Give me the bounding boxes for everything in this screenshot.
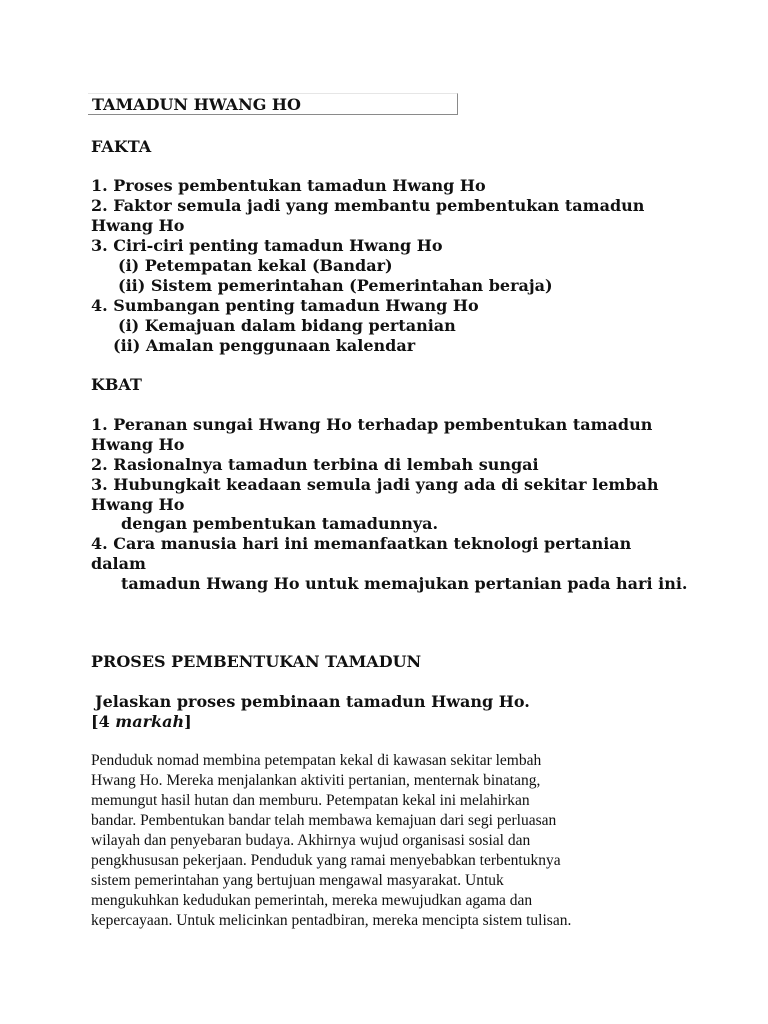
answer-line-8: mengukuhkan kedudukan pemerintah, mereka mewujudkan agama dan <box>91 892 533 909</box>
fakta-item-1: 1. Proses pembentukan tamadun Hwang Ho <box>91 176 486 195</box>
kbat-item-4: 4. Cara manusia hari ini memanfaatkan teknologi pertanian <box>91 534 632 553</box>
fakta-item-4: 4. Sumbangan penting tamadun Hwang Ho <box>91 296 479 315</box>
answer-line-7: sistem pemerintahan yang bertujuan mengawal masyarakat. Untuk <box>91 872 504 889</box>
marks-word: markah <box>115 712 185 731</box>
answer-line-1: Penduduk nomad membina petempatan kekal di kawasan sekitar lembah <box>91 752 542 769</box>
kbat-item-3-continued-2: dengan pembentukan tamadunnya. <box>121 514 439 533</box>
fakta-item-3-sub-ii: (ii) Sistem pemerintahan (Pemerintahan beraja) <box>118 276 553 295</box>
kbat-item-3-continued: Hwang Ho <box>91 495 185 514</box>
kbat-item-3: 3. Hubungkait keadaan semula jadi yang ada di sekitar lembah <box>91 475 659 494</box>
fakta-item-3: 3. Ciri-ciri penting tamadun Hwang Ho <box>91 236 443 255</box>
answer-line-4: bandar. Pembentukan bandar telah membawa kemajuan dari segi perluasan <box>91 812 557 829</box>
question-marks <box>91 712 192 732</box>
question-text: Jelaskan proses pembinaan tamadun Hwang Ho. <box>95 692 530 711</box>
kbat-item-1: 1. Peranan sungai Hwang Ho terhadap pembentukan tamadun <box>91 415 653 434</box>
fakta-item-4-sub-i: (i) Kemajuan dalam bidang pertanian <box>118 316 456 335</box>
kbat-item-1-continued: Hwang Ho <box>91 435 185 454</box>
kbat-heading: KBAT <box>91 375 142 394</box>
marks-close: ] <box>184 712 192 731</box>
fakta-heading: FAKTA <box>91 137 152 156</box>
kbat-item-4-continued-2: tamadun Hwang Ho untuk memajukan pertanian pada hari ini. <box>121 574 688 593</box>
document-title: TAMADUN HWANG HO <box>92 95 301 114</box>
fakta-item-2-continued: Hwang Ho <box>91 216 185 235</box>
answer-line-2: Hwang Ho. Mereka menjalankan aktiviti pertanian, menternak binatang, <box>91 772 541 789</box>
fakta-item-4-sub-ii: (ii) Amalan penggunaan kalendar <box>113 336 416 355</box>
section-heading: PROSES PEMBENTUKAN TAMADUN <box>91 652 422 671</box>
fakta-item-3-sub-i: (i) Petempatan kekal (Bandar) <box>118 256 393 275</box>
marks-open: [4 <box>91 712 116 731</box>
fakta-item-2: 2. Faktor semula jadi yang membantu pembentukan tamadun <box>91 196 645 215</box>
answer-line-3: memungut hasil hutan dan memburu. Petempatan kekal ini melahirkan <box>91 792 530 809</box>
kbat-item-4-continued: dalam <box>91 554 146 573</box>
answer-line-5: wilayah dan penyebaran budaya. Akhirnya wujud organisasi sosial dan <box>91 832 531 849</box>
answer-line-6: pengkhususan pekerjaan. Penduduk yang ramai menyebabkan terbentuknya <box>91 852 561 869</box>
kbat-item-2: 2. Rasionalnya tamadun terbina di lembah sungai <box>91 455 539 474</box>
answer-line-9: kepercayaan. Untuk melicinkan pentadbiran, mereka mencipta sistem tulisan. <box>91 912 572 929</box>
